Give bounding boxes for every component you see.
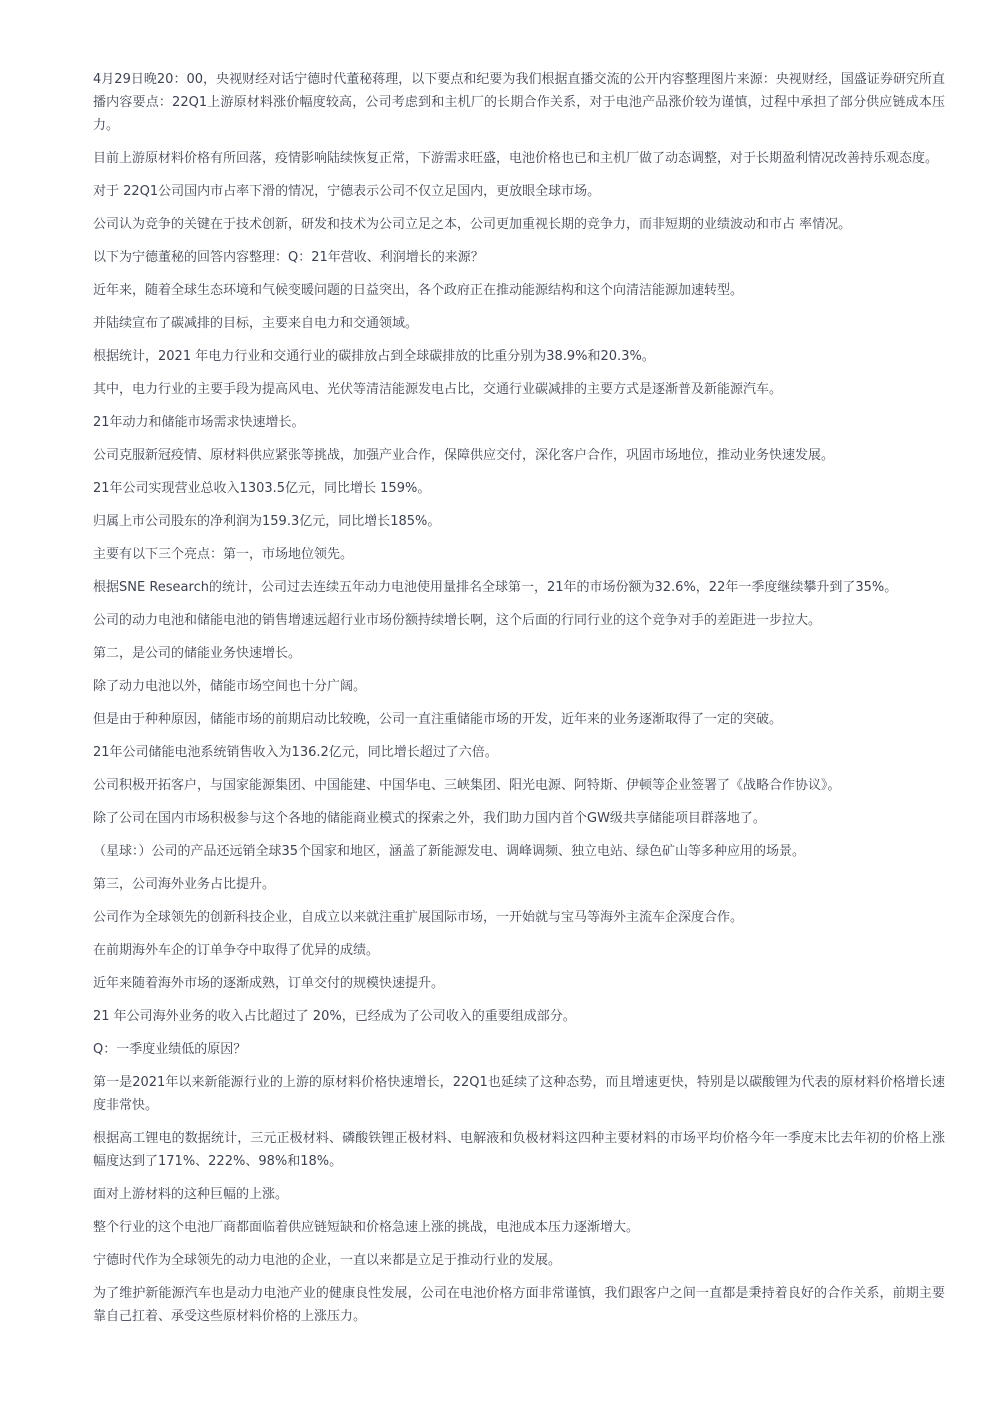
paragraph: 21年公司实现营业总收入1303.5亿元，同比增长 159%。 [93, 481, 431, 496]
paragraph: 面对上游材料的这种巨幅的上涨。 [93, 1187, 289, 1202]
paragraph: 公司克服新冠疫情、原材料供应紧张等挑战，加强产业合作，保障供应交付，深化客户合作，巩固市场地位，推动业务快速发展。 [93, 448, 835, 463]
paragraph: Q：一季度业绩低的原因？ [93, 1042, 247, 1057]
paragraph: 公司作为全球领先的创新科技企业，自成立以来就注重扩展国际市场，一开始就与宝马等海外主流车企深度合作。 [93, 910, 744, 925]
paragraph: 根据统计，2021 年电力行业和交通行业的碳排放占到全球碳排放的比重分别为38.9%和20.3%。 [93, 349, 655, 364]
paragraph: 21年动力和储能市场需求快速增长。 [93, 415, 305, 430]
paragraph: 目前上游原材料价格有所回落，疫情影响陆续恢复正常，下游需求旺盛，电池价格也已和主机厂做了动态调整，对于长期盈利情况改善持乐观态度。 [93, 151, 939, 166]
paragraph: 21 年公司海外业务的收入占比超过了 20%，已经成为了公司收入的重要组成部分。 [93, 1009, 576, 1024]
paragraph: 公司的动力电池和储能电池的销售增速远超行业市场份额持续增长啊，这个后面的行同行业的这个竞争对手的差距进一步拉大。 [93, 613, 822, 628]
paragraph: 4月29日晚20：00，央视财经对话宁德时代董秘蒋理，以下要点和纪要为我们根据直播交流的公开内容整理图片来源：央视财经，国盛证券研究所直播内容要点：22Q1上游原材料涨价幅度较高，公司考虑到和主机厂的长期合作关系，对于电池产品涨价较为谨慎，过程中承担了部分供应链成本压力。 [93, 72, 945, 133]
paragraph: 第三，公司海外业务占比提升。 [93, 877, 276, 892]
paragraph: 但是由于种种原因，储能市场的前期启动比较晚，公司一直注重储能市场的开发，近年来的业务逐渐取得了一定的突破。 [93, 712, 783, 727]
paragraph: 除了公司在国内市场积极参与这个各地的储能商业模式的探索之外，我们助力国内首个GW级共享储能项目群落地了。 [93, 811, 766, 826]
paragraph: 其中，电力行业的主要手段为提高风电、光伏等清洁能源发电占比，交通行业碳减排的主要方式是逐渐普及新能源汽车。 [93, 382, 783, 397]
paragraph: 根据高工锂电的数据统计，三元正极材料、磷酸铁锂正极材料、电解液和负极材料这四种主要材料的市场平均价格今年一季度末比去年初的价格上涨幅度达到了171%、222%、98%和18%。 [93, 1131, 945, 1169]
paragraph: （星球：）公司的产品还远销全球35个国家和地区，涵盖了新能源发电、调峰调频、独立电站、绿色矿山等多种应用的场景。 [93, 844, 806, 859]
paragraph: 第一是2021年以来新能源行业的上游的原材料价格快速增长，22Q1也延续了这种态势，而且增速更快，特别是以碳酸锂为代表的原材料价格增长速度非常快。 [93, 1075, 945, 1113]
paragraph: 以下为宁德董秘的回答内容整理：Q：21年营收、利润增长的来源？ [93, 250, 484, 265]
paragraph: 宁德时代作为全球领先的动力电池的企业，一直以来都是立足于推动行业的发展。 [93, 1253, 562, 1268]
paragraph: 在前期海外车企的订单争夺中取得了优异的成绩。 [93, 943, 380, 958]
paragraph: 除了动力电池以外，储能市场空间也十分广阔。 [93, 679, 367, 694]
paragraph: 为了维护新能源汽车也是动力电池产业的健康良性发展，公司在电池价格方面非常谨慎，我们跟客户之间一直都是秉持着良好的合作关系，前期主要靠自己扛着、承受这些原材料价格的上涨压力。 [93, 1286, 945, 1324]
paragraph: 主要有以下三个亮点：第一，市场地位领先。 [93, 547, 354, 562]
paragraph: 第二，是公司的储能业务快速增长。 [93, 646, 302, 661]
paragraph: 公司积极开拓客户，与国家能源集团、中国能建、中国华电、三峡集团、阳光电源、阿特斯、伊顿等企业签署了《战略合作协议》。 [93, 778, 841, 793]
paragraph: 归属上市公司股东的净利润为159.3亿元，同比增长185%。 [93, 514, 441, 529]
paragraph: 对于 22Q1公司国内市占率下滑的情况，宁德表示公司不仅立足国内，更放眼全球市场。 [93, 184, 601, 199]
document-body [93, 68, 945, 1338]
paragraph: 整个行业的这个电池厂商都面临着供应链短缺和价格急速上涨的挑战，电池成本压力逐渐增大。 [93, 1220, 640, 1235]
paragraph: 公司认为竞争的关键在于技术创新，研发和技术为公司立足之本，公司更加重视长期的竞争力，而非短期的业绩波动和市占 率情况。 [93, 217, 852, 232]
paragraph: 近年来随着海外市场的逐渐成熟，订单交付的规模快速提升。 [93, 976, 445, 991]
paragraph: 并陆续宣布了碳减排的目标，主要来自电力和交通领域。 [93, 316, 419, 331]
paragraph: 21年公司储能电池系统销售收入为136.2亿元，同比增长超过了六倍。 [93, 745, 498, 760]
paragraph: 根据SNE Research的统计，公司过去连续五年动力电池使用量排名全球第一，21年的市场份额为32.6%，22年一季度继续攀升到了35%。 [93, 580, 898, 595]
paragraph: 近年来，随着全球生态环境和气候变暖问题的日益突出，各个政府正在推动能源结构和这个向清洁能源加速转型。 [93, 283, 744, 298]
